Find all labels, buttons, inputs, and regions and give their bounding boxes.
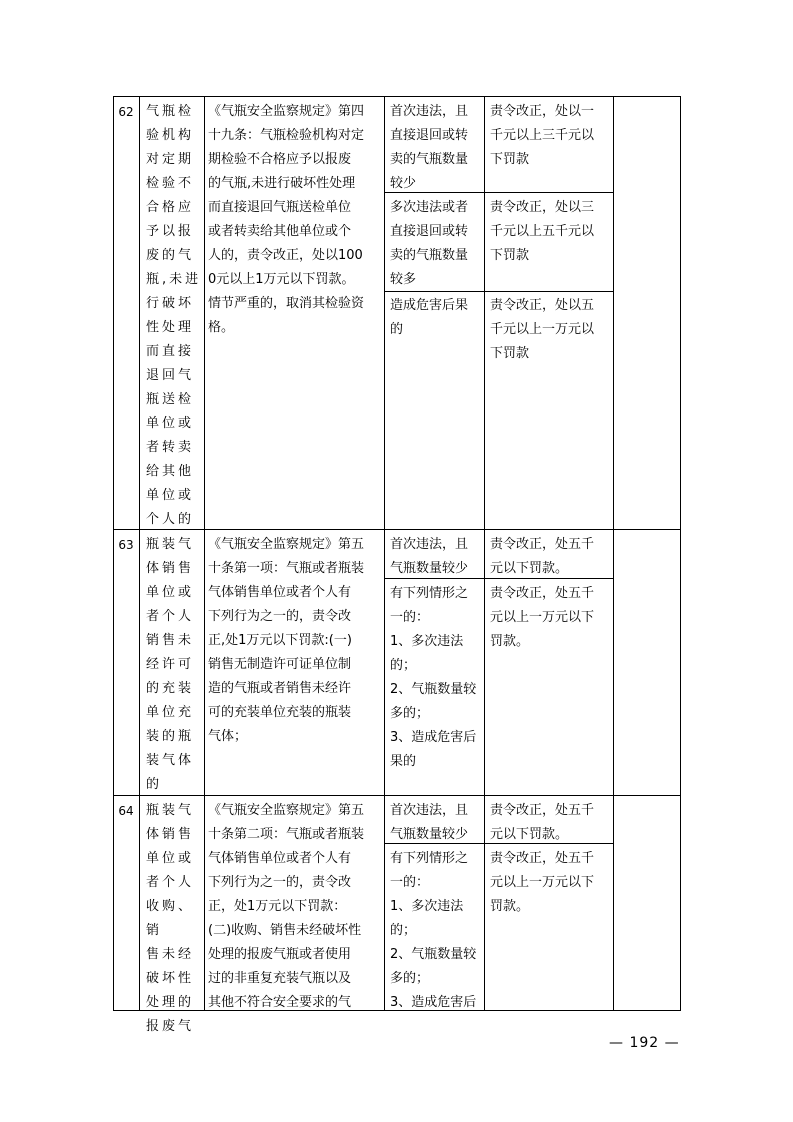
row-62-circumstance-2: 多次违法或者 直接退回或转 卖的气瓶数量 较多 [390,200,469,287]
row-63-circumstance-1: 首次违法，且 气瓶数量较少 [390,537,469,576]
column-divider-3 [384,96,385,1011]
column-divider-4 [484,96,485,1011]
row-63-legal-basis: 《气瓶安全监察规定》第五 十条第一项：气瓶或者瓶装 气体销售单位或者个人有 下列行为之一的，责令改 正,处1万元以下罚款:(一) 销售无制造许可证单位制 造的气瓶或者销售未经许 可的充装单位充装的瓶装 气体； [208,537,365,744]
row-62-number: 62 [118,105,134,119]
table-top-border [113,96,680,97]
row-63-circumstance-2: 有下列情形之 一的： 1、多次违法 的； 2、气瓶数量较 多的； 3、造成危害后 果的 [390,586,477,769]
row-62-circumstance-1: 首次违法，且 直接退回或转 卖的气瓶数量 较少 [390,104,469,191]
row-62-penalty-3: 责令改正，处以五 千元以上一万元以 下罚款 [490,298,595,361]
column-divider-2 [204,96,205,1011]
row-64-legal-basis: 《气瓶安全监察规定》第五 十条第二项：气瓶或者瓶装 气体销售单位或者个人有 下列行为之一的，责令改 正，处1万元以下罚款： (二)收购、销售未经破坏性 处理的报废气瓶或者使用 过的非重复充装气瓶以及 其他不符合安全要求的气 [208,803,365,1010]
row-63-penalty-2: 责令改正，处五千 元以上一万元以下 罚款。 [490,586,595,649]
row-64-number: 64 [118,804,134,818]
row-64-circumstance-2: 有下列情形之 一的： 1、多次违法 的； 2、气瓶数量较 多的； 3、造成危害后 [390,851,477,1009]
row-63-number: 63 [118,538,134,552]
row-64-penalty-1: 责令改正，处五千 元以下罚款。 [490,803,595,842]
row-64-penalty-2: 责令改正，处五千 元以上一万元以下 罚款。 [490,851,595,914]
row-63-violation: 瓶装气 体销售 单位或 者个人 销售未 经许可 的充装 单位充 装的瓶 装气体 的 [146,537,195,792]
row-62-violation: 气瓶检 验机构 对定期 检验不 合格应 予以报 废的气 瓶,未进 行破坏 性处理 而直接 退回气 瓶送检 单位或 者转卖 给其他 单位或 个人的 [146,104,202,527]
row-62-penalty-2: 责令改正，处以三 千元以上五千元以 下罚款 [490,200,595,263]
row-63-penalty-1: 责令改正，处五千 元以下罚款。 [490,537,595,576]
column-divider-1 [139,96,140,1011]
row-62-legal-basis: 《气瓶安全监察规定》第四 十九条：气瓶检验机构对定 期检验不合格应予以报废 的气瓶,未进行破坏性处理 而直接退回气瓶送检单位 或者转卖给其他单位或个 人的，责令改正，处以100 0元以上1万元以下罚款。 情节严重的，取消其检验资 格。 [208,104,365,335]
column-divider-5 [613,96,614,1011]
row-64-violation: 瓶装气 体销售 单位或 者个人 收购、销 售未经 破坏性 处理的 报废气 [146,803,195,1034]
table-right-border [680,96,681,1011]
page-number: — 192 — [609,1035,680,1051]
row-62-penalty-1: 责令改正，处以一 千元以上三千元以 下罚款 [490,104,595,167]
row-62-circumstance-3: 造成危害后果 的 [390,298,469,337]
row-64-circumstance-1: 首次违法，且 气瓶数量较少 [390,803,469,842]
